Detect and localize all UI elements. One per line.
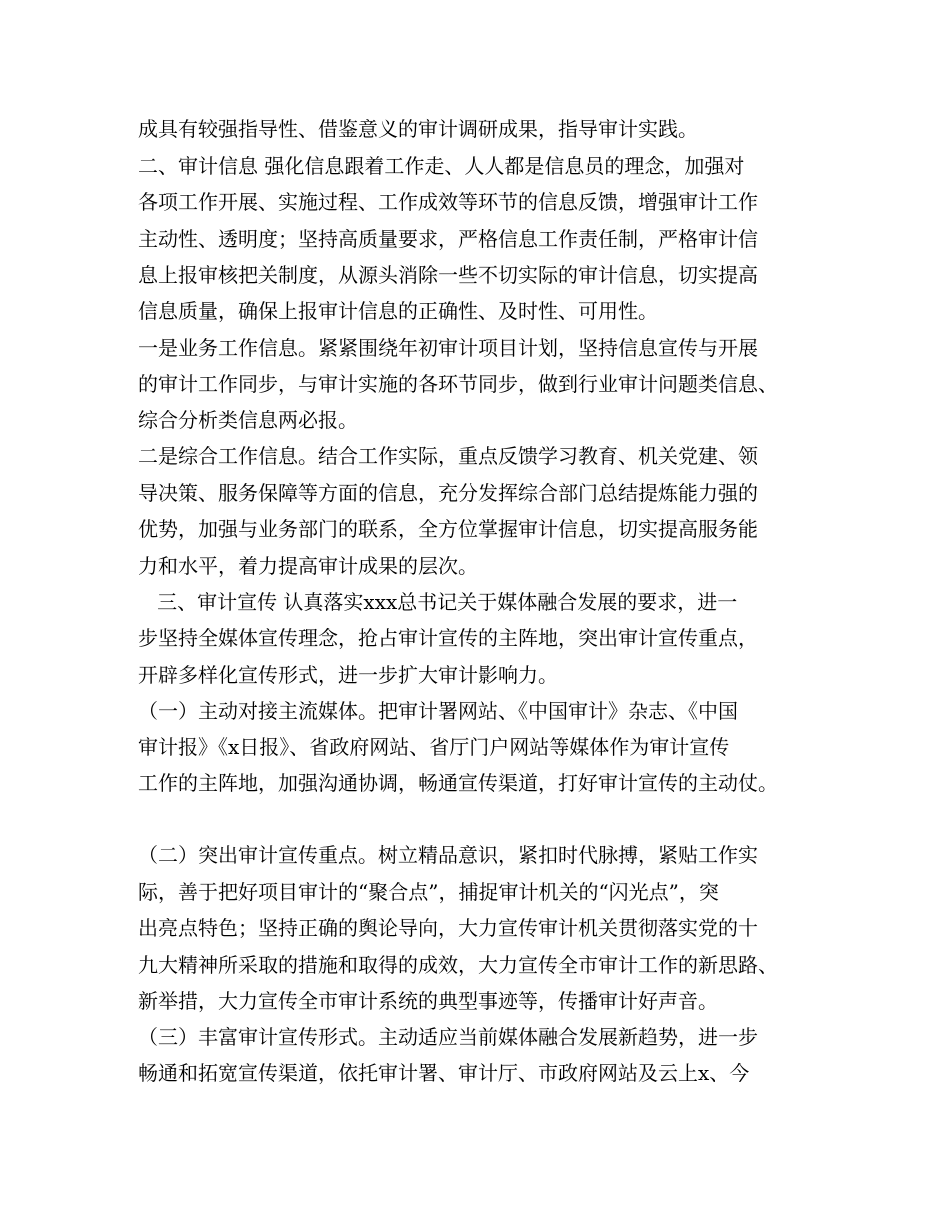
text-line: 导决策、服务保障等方面的信息，充分发挥综合部门总结提炼能力强的 <box>138 481 758 505</box>
text-line: 出亮点特色；坚持正确的舆论导向，大力宣传审计机关贯彻落实党的十 <box>138 916 758 940</box>
text-line: 审计报》《x日报》、省政府网站、省厅门户网站等媒体作为审计宣传 <box>138 735 730 759</box>
text-line: 畅通和拓宽宣传渠道，依托审计署、审计厅、市政府网站及云上x、今 <box>138 1061 750 1085</box>
text-line: 际，善于把好项目审计的“聚合点”，捕捉审计机关的“闪光点”，突 <box>138 880 719 904</box>
text-line: 的审计工作同步，与审计实施的各环节同步，做到行业审计问题类信息、 <box>138 372 778 396</box>
text-line: 综合分析类信息两必报。 <box>138 408 358 432</box>
text-line: 优势，加强与业务部门的联系，全方位掌握审计信息，切实提高服务能 <box>138 517 758 541</box>
text-line: 二、审计信息 强化信息跟着工作走、人人都是信息员的理念，加强对 <box>138 154 745 178</box>
text-line: （三）丰富审计宣传形式。主动适应当前媒体融合发展新趋势，进一步 <box>138 1025 758 1049</box>
text-line: 新举措，大力宣传全市审计系统的典型事迹等，传播审计好声音。 <box>138 989 718 1013</box>
text-line: 力和水平，着力提高审计成果的层次。 <box>138 554 478 578</box>
text-line: 三、审计宣传 认真落实xxx总书记关于媒体融合发展的要求，进一 <box>138 590 738 614</box>
text-line: 工作的主阵地，加强沟通协调，畅通宣传渠道，打好审计宣传的主动仗。 <box>138 771 778 795</box>
text-line: （二）突出审计宣传重点。树立精品意识，紧扣时代脉搏，紧贴工作实 <box>138 843 758 867</box>
text-line: 一是业务工作信息。紧紧围绕年初审计项目计划，坚持信息宣传与开展 <box>138 336 758 360</box>
text-line: 主动性、透明度；坚持高质量要求，严格信息工作责任制，严格审计信 <box>138 227 758 251</box>
text-line: 开辟多样化宣传形式，进一步扩大审计影响力。 <box>138 663 558 687</box>
text-line: 息上报审核把关制度，从源头消除一些不切实际的审计信息，切实提高 <box>138 263 758 287</box>
text-line: 信息质量，确保上报审计信息的正确性、及时性、可用性。 <box>138 299 658 323</box>
text-line: 成具有较强指导性、借鉴意义的审计调研成果，指导审计实践。 <box>138 117 698 141</box>
text-line: 各项工作开展、实施过程、工作成效等环节的信息反馈，增强审计工作 <box>138 190 758 214</box>
text-line: 九大精神所采取的措施和取得的成效，大力宣传全市审计工作的新思路、 <box>138 953 778 977</box>
text-line: 步坚持全媒体宣传理念，抢占审计宣传的主阵地，突出审计宣传重点， <box>138 626 758 650</box>
text-line: （一）主动对接主流媒体。把审计署网站、《中国审计》杂志、《中国 <box>138 699 738 723</box>
text-line: 二是综合工作信息。结合工作实际，重点反馈学习教育、机关党建、领 <box>138 444 758 468</box>
